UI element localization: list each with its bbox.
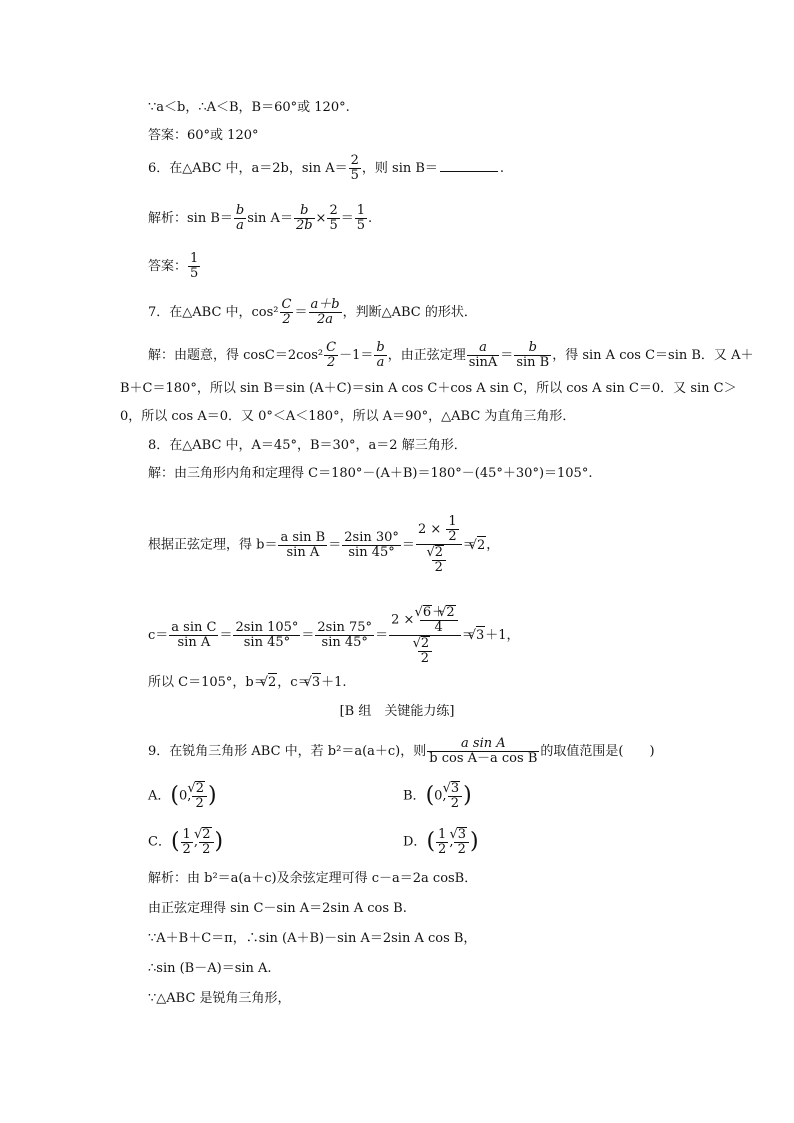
- q8-c-complex-fraction: 2 × √ $\frac{6+√ 2}{4}$ √ $\frac{2}{2}$: [389, 605, 461, 666]
- q9-solution-line1: 解析：由 b²＝a(a＋c)及余弦定理可得 c－a＝2a cosB．: [148, 871, 478, 886]
- q8-solution-line1: 解：由三角形内角和定理得 C＝180°－(A＋B)＝180°－(45°＋30°)＝105°.: [148, 466, 593, 481]
- q7-solution-line2: B＋C＝180°，所以 sin B＝sin (A＋C)＝sin A cos C＋cos A sin C，所以 cos A sin C＝0．又 sin C＞: [120, 381, 737, 396]
- q6-answer: 答案： $\frac{1}{5}$: [148, 251, 199, 281]
- q8-summary: 所以 C＝105°，b＝√ 2，c＝√ 3＋1.: [148, 673, 347, 692]
- q9-stem: 9．在锐角三角形 ABC 中，若 b²＝a(a＋c)，则 $\frac{\text{a sin A}}{\text{b cos A－a cos B}}$ 的取值范围是( ): [148, 736, 655, 766]
- q7-stem: 7．在△ABC 中，cos² $\frac{C}{2}$ ＝ $\frac{a+b}{2a}$ ，判断△ABC 的形状．: [148, 297, 477, 327]
- q7-solution-line3: 0，所以 cos A＝0．又 0°＜A＜180°，所以 A＝90°，△ABC 为直角三角形．: [120, 409, 576, 424]
- q6-stem: 6．在△ABC 中，a＝2b，sin A＝ $\frac{2}{5}$ ，则 sin B＝ .: [148, 153, 505, 183]
- q6-solution: 解析：sin B＝ $\frac{b}{a}$ sin A＝ $\frac{b}{2b}$ × $\frac{2}{5}$ ＝ $\frac{1}{5}$ .: [148, 203, 373, 233]
- q8-b-equation: 根据正弦定理，得 b＝ $\frac{\text{a sin B}}{\text{sin A}}$ ＝ $\frac{2\sin 30^\circ}{\sin 45^\circ}$ ＝ 2 × $\frac{1}{2}$ √ $\frac{2}{2}$ ＝√ 2，: [148, 515, 499, 575]
- q9-option-d[interactable]: D．( $\frac{1}{2}$ , √ $\frac{3}{2}$ ): [403, 827, 479, 857]
- q5-answer: 答案：60°或 120°: [148, 128, 259, 143]
- q9-solution-line4: ∴sin (B－A)＝sin A.: [148, 961, 272, 976]
- q9-option-c[interactable]: C．( $\frac{1}{2}$ , √ $\frac{2}{2}$ ): [148, 827, 223, 857]
- q8-b-complex-fraction: 2 × $\frac{1}{2}$ √ $\frac{2}{2}$: [416, 515, 462, 575]
- q7-solution-line1: 解：由题意，得 cosC＝2cos² $\frac{C}{2}$ －1＝ $\frac{b}{a}$ ，由正弦定理 $\frac{a}{\sin A}$ ＝ $\frac{b}{\text{sin B}}$ ，得 sin A cos C＝sin B．又 A＋: [148, 340, 754, 370]
- q9-solution-line5: ∵△ABC 是锐角三角形，: [148, 991, 291, 1006]
- q9-solution-line3: ∵A＋B＋C＝π，∴sin (A＋B)－sin A＝2sin A cos B，: [148, 931, 477, 946]
- q9-option-a[interactable]: A．(0, √ $\frac{2}{2}$ ): [148, 781, 217, 811]
- q9-option-b[interactable]: B．(0, √ $\frac{3}{2}$ ): [403, 781, 472, 811]
- q8-stem: 8．在△ABC 中，A＝45°，B＝30°，a＝2 解三角形．: [148, 438, 467, 453]
- q9-solution-line2: 由正弦定理得 sin C－sin A＝2sin A cos B.: [148, 901, 407, 916]
- q6-stem-fraction: $\frac{2}{5}$: [350, 153, 359, 183]
- q8-c-equation: c＝ $\frac{\text{a sin C}}{\text{sin A}}$ ＝ $\frac{2\sin 105^\circ}{\sin 45^\circ}$ ＝ $\frac{2\sin 75^\circ}{\sin 45^\circ}$ ＝ 2 × √ $\frac{6+√ 2}{4}$ √ $\frac{2}{2}$ ＝√ 3＋1，: [148, 605, 520, 666]
- section-heading: [B 组 关键能力练]: [339, 704, 455, 719]
- answer-blank: [440, 159, 498, 172]
- q5-continuation: ∵a＜b，∴A＜B，B＝60°或 120°.: [148, 100, 350, 115]
